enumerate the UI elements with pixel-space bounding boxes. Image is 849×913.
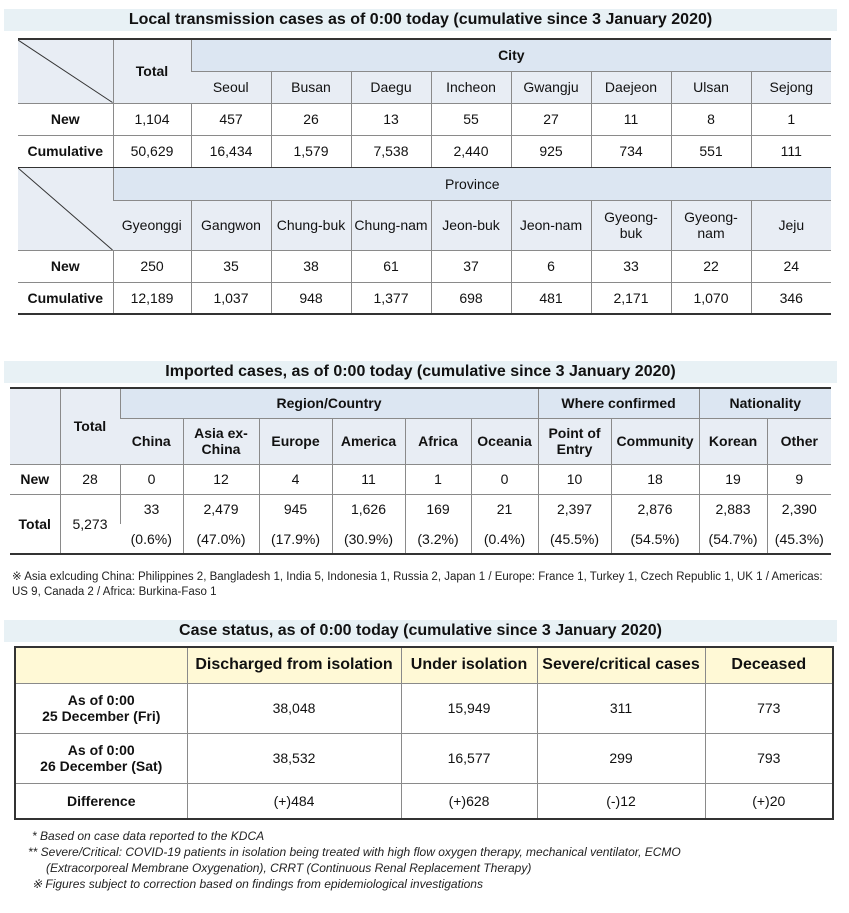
local-title: Local transmission cases as of 0:00 today (cumulative since 3 January 2020) [4, 9, 837, 31]
case-status-table [14, 646, 834, 820]
cell-value: 33 [591, 250, 671, 282]
cell-value: 945 [259, 494, 332, 524]
row-label-new: New [18, 103, 113, 135]
row-label-line: 25 December (Fri) [42, 708, 161, 724]
imported-title: Imported cases, as of 0:00 today (cumulative since 3 January 2020) [4, 361, 837, 383]
status-note: ** Severe/Critical: COVID-19 patients in isolation being treated with high flow oxygen therapy, mechanical ventilator, ECMO [28, 845, 681, 859]
cell-percent: (45.3%) [767, 524, 831, 554]
cell-percent: (30.9%) [332, 524, 405, 554]
province-name: Gyeonggi [113, 200, 191, 250]
cell-value: 111 [751, 135, 831, 167]
cell-value: 1,070 [671, 282, 751, 314]
diagonal-header-cell [18, 167, 113, 250]
column-header: Asia ex-China [183, 418, 259, 464]
total-header: Total [60, 388, 120, 464]
cell-value: 22 [671, 250, 751, 282]
cell-value: 1 [405, 464, 471, 494]
status-note: (Extracorporeal Membrane Oxygenation), CRRT (Continuous Renal Replacement Therapy) [46, 861, 532, 875]
cell-value: 16,577 [401, 733, 537, 783]
cell-value: 21 [471, 494, 538, 524]
province-name: Jeon-buk [431, 200, 511, 250]
cell-value: 37 [431, 250, 511, 282]
cell-value: 311 [537, 683, 705, 733]
city-name: Incheon [431, 71, 511, 103]
cell-value: 1,626 [332, 494, 405, 524]
cell-value: (-)12 [537, 783, 705, 819]
imported-footnote: ※ Asia exlcuding China: Philippines 2, Bangladesh 1, India 5, Indonesia 1, Russia 2, Japan 1 / Europe: France 1, Turkey 1, Czech Republic 1, UK 1 / Americas: US 9, Canada 2 / Africa: Burkina-Faso 1 [12, 571, 823, 598]
cell-value: 698 [431, 282, 511, 314]
cell-value: 15,949 [401, 683, 537, 733]
cell-percent: (54.5%) [611, 524, 699, 554]
cell-value: 1 [751, 103, 831, 135]
province-name: Jeon-nam [511, 200, 591, 250]
cell-value: 38 [271, 250, 351, 282]
row-label-new: New [18, 250, 113, 282]
cell-value: (+)484 [187, 783, 401, 819]
cell-value: 2,397 [538, 494, 611, 524]
row-label-new: New [10, 464, 60, 494]
cell-value: 1,037 [191, 282, 271, 314]
cell-value: 61 [351, 250, 431, 282]
province-name: Chung-buk [271, 200, 351, 250]
cell-value: 24 [751, 250, 831, 282]
local-transmission-table [18, 38, 831, 315]
province-name: Gangwon [191, 200, 271, 250]
cell-value: 13 [351, 103, 431, 135]
cell-value: 551 [671, 135, 751, 167]
status-note: ※ Figures subject to correction based on findings from epidemiological investigations [32, 877, 483, 891]
imported-cases-table [10, 387, 831, 555]
cell-value: 1,104 [113, 103, 191, 135]
province-name: Gyeong-buk [591, 200, 671, 250]
cell-value: 2,440 [431, 135, 511, 167]
column-header: Oceania [471, 418, 538, 464]
cell-value: 346 [751, 282, 831, 314]
cell-value: 0 [120, 464, 183, 494]
cell-value: 11 [591, 103, 671, 135]
cell-value: 12 [183, 464, 259, 494]
cell-value: 4 [259, 464, 332, 494]
column-header: Under isolation [401, 647, 537, 683]
row-label [15, 683, 187, 733]
column-header: Other [767, 418, 831, 464]
cell-value: 35 [191, 250, 271, 282]
cell-percent: (54.7%) [699, 524, 767, 554]
cell-value: 38,048 [187, 683, 401, 733]
cell-value: 55 [431, 103, 511, 135]
column-header: Community [611, 418, 699, 464]
cell-value: 18 [611, 464, 699, 494]
cell-value: 19 [699, 464, 767, 494]
cell-value: 28 [60, 464, 120, 494]
row-label-total: Total [10, 494, 60, 554]
cell-value: (+)20 [705, 783, 833, 819]
city-name: Ulsan [671, 71, 751, 103]
cell-value: 6 [511, 250, 591, 282]
cell-value: 5,273 [60, 494, 120, 554]
cell-value: 9 [767, 464, 831, 494]
column-header: Point of Entry [538, 418, 611, 464]
cell-value: 773 [705, 683, 833, 733]
nationality-header: Nationality [699, 388, 831, 418]
cell-value: 2,479 [183, 494, 259, 524]
cell-value: 793 [705, 733, 833, 783]
city-name: Daejeon [591, 71, 671, 103]
where-confirmed-header: Where confirmed [538, 388, 699, 418]
cell-value: 925 [511, 135, 591, 167]
cell-value: 0 [471, 464, 538, 494]
cell-value: 1,377 [351, 282, 431, 314]
column-header: Severe/critical cases [537, 647, 705, 683]
column-header: Discharged from isolation [187, 647, 401, 683]
cell-value: 26 [271, 103, 351, 135]
row-label-line: 26 December (Sat) [40, 758, 163, 774]
province-name: Jeju [751, 200, 831, 250]
cell-value: 16,434 [191, 135, 271, 167]
column-header: America [332, 418, 405, 464]
cell-value: 27 [511, 103, 591, 135]
cell-value: 734 [591, 135, 671, 167]
city-name: Daegu [351, 71, 431, 103]
column-header: Africa [405, 418, 471, 464]
cell-value: 10 [538, 464, 611, 494]
diagonal-header-cell [18, 39, 113, 103]
cell-value: 11 [332, 464, 405, 494]
cell-value: 2,876 [611, 494, 699, 524]
cell-value: 12,189 [113, 282, 191, 314]
cell-value: 169 [405, 494, 471, 524]
cell-percent: (0.4%) [471, 524, 538, 554]
city-name: Busan [271, 71, 351, 103]
cell-value: 1,579 [271, 135, 351, 167]
cell-percent: (45.5%) [538, 524, 611, 554]
row-label-cumulative: Cumulative [18, 135, 113, 167]
corner-cell [10, 388, 60, 464]
cell-value: 299 [537, 733, 705, 783]
cell-value: 50,629 [113, 135, 191, 167]
row-label-difference: Difference [15, 783, 187, 819]
city-header: City [191, 39, 831, 71]
row-label-line: As of 0:00 [67, 742, 135, 758]
cell-value: 33 [120, 494, 183, 524]
corner-cell [15, 647, 187, 683]
cell-percent: (0.6%) [120, 524, 183, 554]
cell-value: 38,532 [187, 733, 401, 783]
column-header: Deceased [705, 647, 833, 683]
status-title: Case status, as of 0:00 today (cumulative since 3 January 2020) [4, 620, 837, 642]
cell-value: 8 [671, 103, 751, 135]
cell-value: (+)628 [401, 783, 537, 819]
column-header: Korean [699, 418, 767, 464]
city-name: Sejong [751, 71, 831, 103]
column-header: Europe [259, 418, 332, 464]
cell-value: 2,390 [767, 494, 831, 524]
cell-percent: (17.9%) [259, 524, 332, 554]
cell-value: 948 [271, 282, 351, 314]
row-label-line: As of 0:00 [67, 692, 135, 708]
cell-value: 250 [113, 250, 191, 282]
province-name: Chung-nam [351, 200, 431, 250]
province-name: Gyeong-nam [671, 200, 751, 250]
city-name: Gwangju [511, 71, 591, 103]
column-header: China [120, 418, 183, 464]
status-note: * Based on case data reported to the KDCA [32, 829, 265, 843]
cell-value: 2,883 [699, 494, 767, 524]
cell-value: 7,538 [351, 135, 431, 167]
row-label-cumulative: Cumulative [18, 282, 113, 314]
row-label [15, 733, 187, 783]
province-header: Province [113, 167, 831, 200]
cell-value: 2,171 [591, 282, 671, 314]
total-header: Total [113, 39, 191, 103]
cell-percent: (3.2%) [405, 524, 471, 554]
cell-value: 481 [511, 282, 591, 314]
city-name: Seoul [191, 71, 271, 103]
cell-percent: (47.0%) [183, 524, 259, 554]
region-country-header: Region/Country [120, 388, 538, 418]
cell-value: 457 [191, 103, 271, 135]
